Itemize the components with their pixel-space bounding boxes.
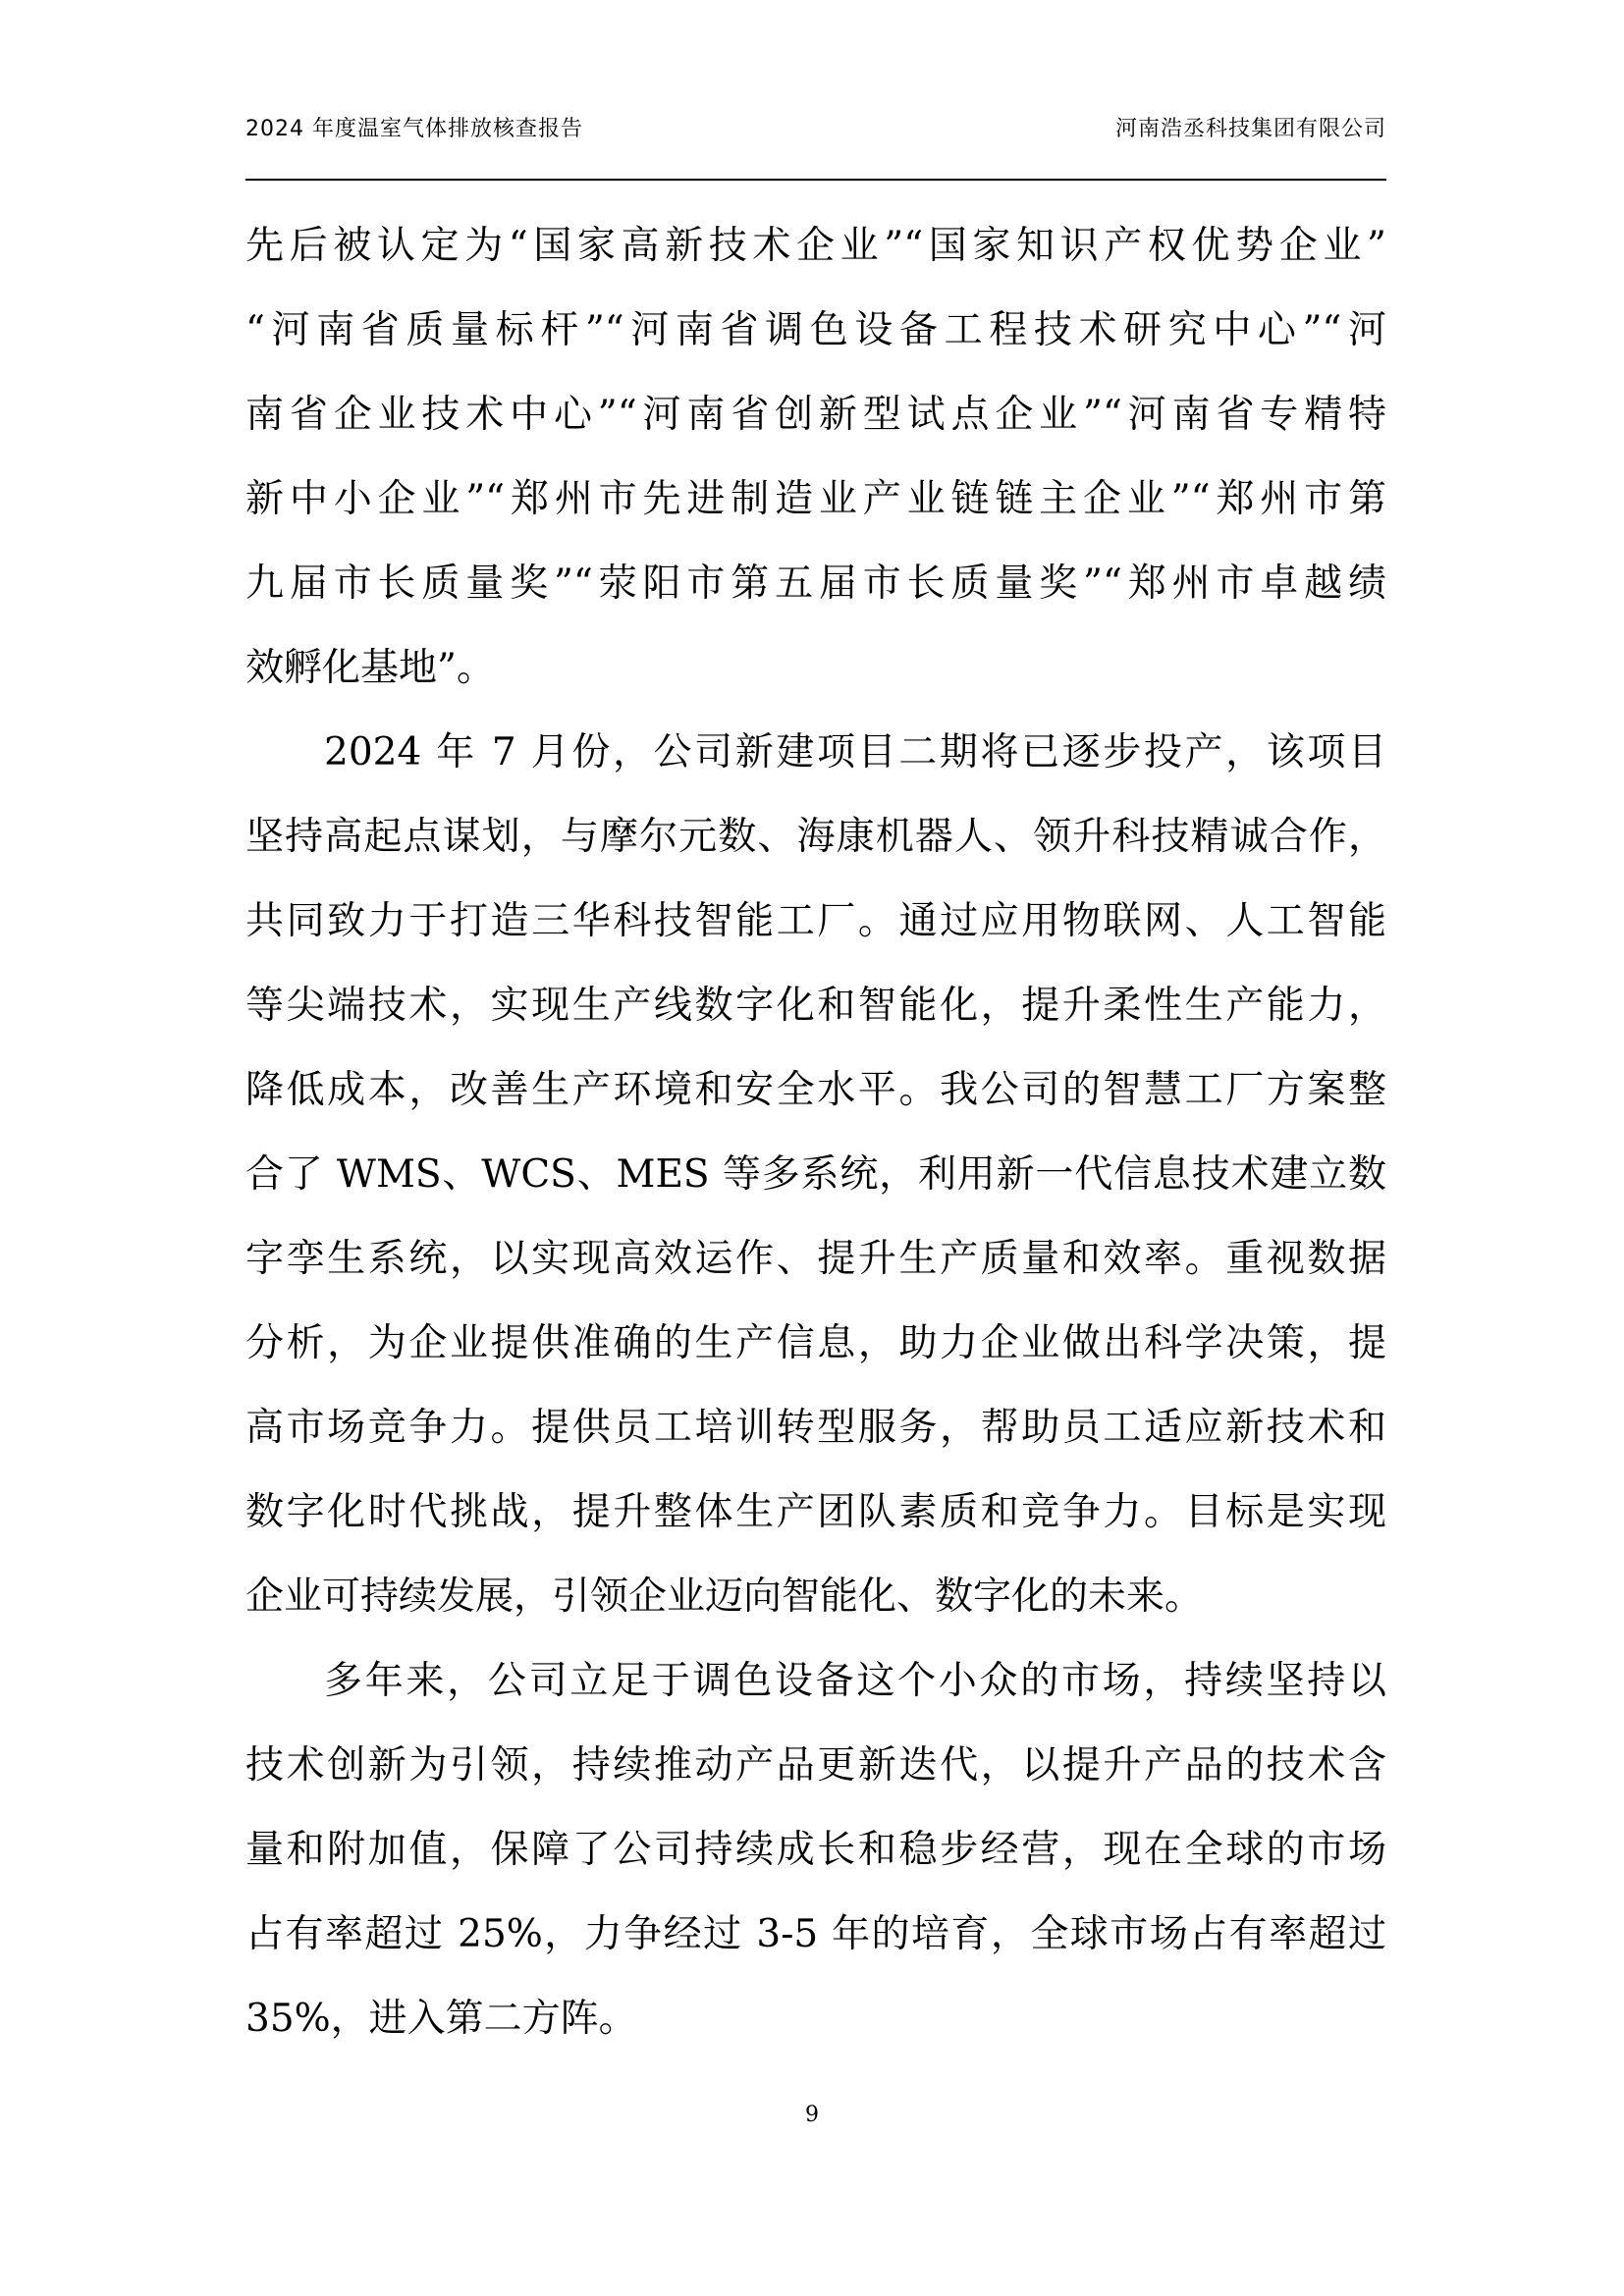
text-line: 等尖端技术，实现生产线数字化和智能化，提升柔性生产能力，: [245, 984, 1386, 1028]
text-line: 分析，为企业提供准确的生产信息，助力企业做出科学决策，提: [245, 1321, 1386, 1365]
text-line: 九届市长质量奖”“荥阳市第五届市长质量奖”“郑州市卓越绩: [245, 561, 1386, 606]
text-line: 多年来，公司立足于调色设备这个小众的市场，持续坚持以: [324, 1659, 1386, 1703]
text-line: 占有率超过 25%，力争经过 3-5 年的培育，全球市场占有率超过: [245, 1912, 1386, 1956]
paragraph-smart-factory: [245, 711, 1386, 1639]
report-title: 2024 年度温室气体排放核查报告: [245, 117, 583, 141]
text-line: 合了 WMS、WCS、MES 等多系统，利用新一代信息技术建立数: [245, 1152, 1386, 1197]
company-name: 河南浩丞科技集团有限公司: [1114, 117, 1386, 141]
body-text: [245, 204, 1386, 2061]
text-line: 先后被认定为“国家高新技术企业”“国家知识产权优势企业”: [245, 224, 1386, 268]
paragraph-honors: [245, 204, 1386, 711]
text-line: 字孪生系统，以实现高效运作、提升生产质量和效率。重视数据: [245, 1237, 1386, 1281]
text-line: 南省企业技术中心”“河南省创新型试点企业”“河南省专精特: [245, 393, 1386, 437]
paragraph-market-share: [245, 1639, 1386, 2061]
text-line: 量和附加值，保障了公司持续成长和稳步经营，现在全球的市场: [245, 1828, 1386, 1872]
page-header: [245, 110, 1386, 149]
text-line: 降低成本，改善生产环境和安全水平。我公司的智慧工厂方案整: [245, 1068, 1386, 1112]
text-line: 35%，进入第二方阵。: [245, 1997, 637, 2041]
text-line: 技术创新为引领，持续推动产品更新迭代，以提升产品的技术含: [245, 1743, 1386, 1788]
page-number: 9: [805, 2103, 819, 2127]
text-line: 数字化时代挑战，提升整体生产团队素质和竞争力。目标是实现: [245, 1490, 1386, 1534]
text-line: “河南省质量标杆”“河南省调色设备工程技术研究中心”“河: [245, 308, 1386, 352]
text-line: 2024 年 7 月份，公司新建项目二期将已逐步投产，该项目: [324, 730, 1386, 774]
text-line: 坚持高起点谋划，与摩尔元数、海康机器人、领升科技精诚合作，: [245, 815, 1386, 859]
text-line: 效孵化基地”。: [245, 646, 495, 690]
text-line: 高市场竞争力。提供员工培训转型服务，帮助员工适应新技术和: [245, 1406, 1386, 1450]
text-line: 共同致力于打造三华科技智能工厂。通过应用物联网、人工智能: [245, 899, 1386, 943]
text-line: 新中小企业”“郑州市先进制造业产业链链主企业”“郑州市第: [245, 477, 1386, 521]
header-divider: [245, 179, 1386, 181]
text-line: 企业可持续发展，引领企业迈向智能化、数字化的未来。: [245, 1575, 1204, 1619]
